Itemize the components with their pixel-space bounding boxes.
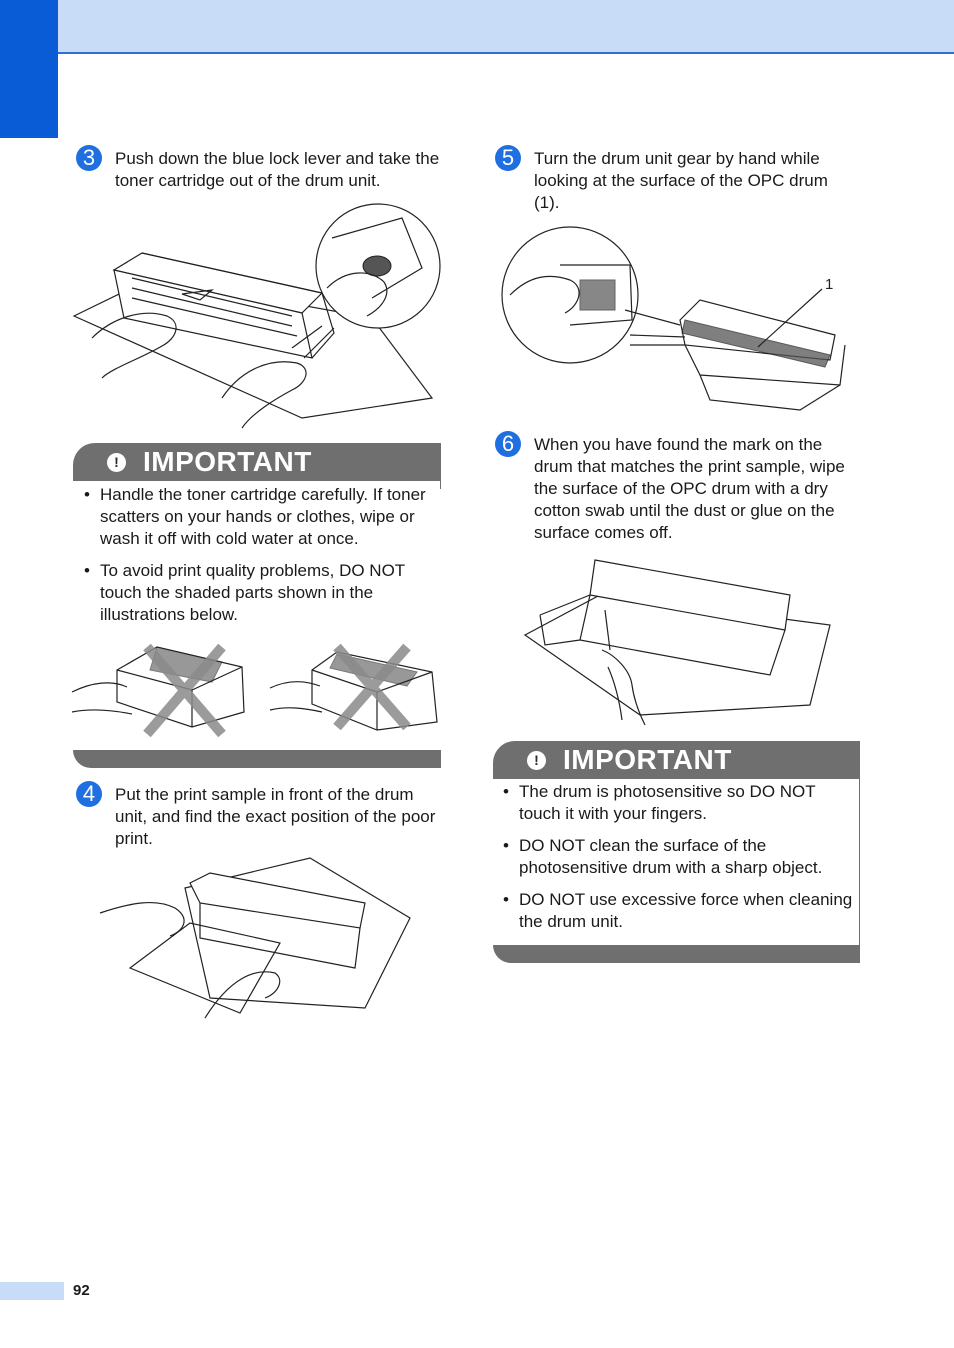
important-right-list [493, 781, 855, 943]
step-3-text: Push down the blue lock lever and take the toner cartridge out of the drum unit. [115, 149, 440, 190]
step-3-marker: 3 [76, 145, 102, 171]
chapter-side-tab [0, 0, 58, 138]
list-item: • Handle the toner cartridge carefully. If toner scatters on your hands or clothes, wipe or wash it off with cold water at once. [84, 485, 426, 548]
step-6-marker: 6 [495, 431, 521, 457]
list-item: • To avoid print quality problems, DO NOT touch the shaded parts shown in the illustrations below. [84, 561, 405, 624]
page-number: 92 [73, 1282, 90, 1299]
step-5-text: Turn the drum unit gear by hand while looking at the surface of the OPC drum (1). [534, 149, 828, 212]
list-item: • DO NOT clean the surface of the photosensitive drum with a sharp object. [503, 836, 823, 877]
step-4-text: Put the print sample in front of the drum unit, and find the exact position of the poor print. [115, 785, 436, 848]
drum-cleaning-illustration [520, 555, 835, 725]
list-item: • The drum is photosensitive so DO NOT touch it with your fingers. [503, 782, 816, 823]
step-5-marker: 5 [495, 145, 521, 171]
step-4-marker: 4 [76, 781, 102, 807]
print-sample-illustration [100, 858, 415, 1023]
drum-gear-illustration [500, 225, 860, 415]
important-right-footer [493, 945, 860, 963]
important-right-header [493, 741, 860, 779]
important-left-title: IMPORTANT [143, 446, 312, 477]
step-6-text: When you have found the mark on the drum that matches the print sample, wipe the surface of the OPC drum with a dry cotton swab until the dust or glue on the surface comes off. [534, 435, 845, 542]
header-band [58, 0, 954, 54]
do-not-touch-illustrations [72, 642, 442, 737]
warning-icon: ! [107, 453, 126, 472]
important-left-list [74, 484, 446, 636]
opc-callout-label: 1 [825, 276, 834, 293]
toner-removal-illustration [72, 198, 442, 428]
warning-icon: ! [527, 751, 546, 770]
important-left-footer [73, 750, 441, 768]
list-item: • DO NOT use excessive force when cleaning the drum unit. [503, 890, 853, 931]
page-number-bar [0, 1282, 64, 1300]
important-right-title: IMPORTANT [563, 744, 732, 775]
important-left-header [73, 443, 441, 481]
